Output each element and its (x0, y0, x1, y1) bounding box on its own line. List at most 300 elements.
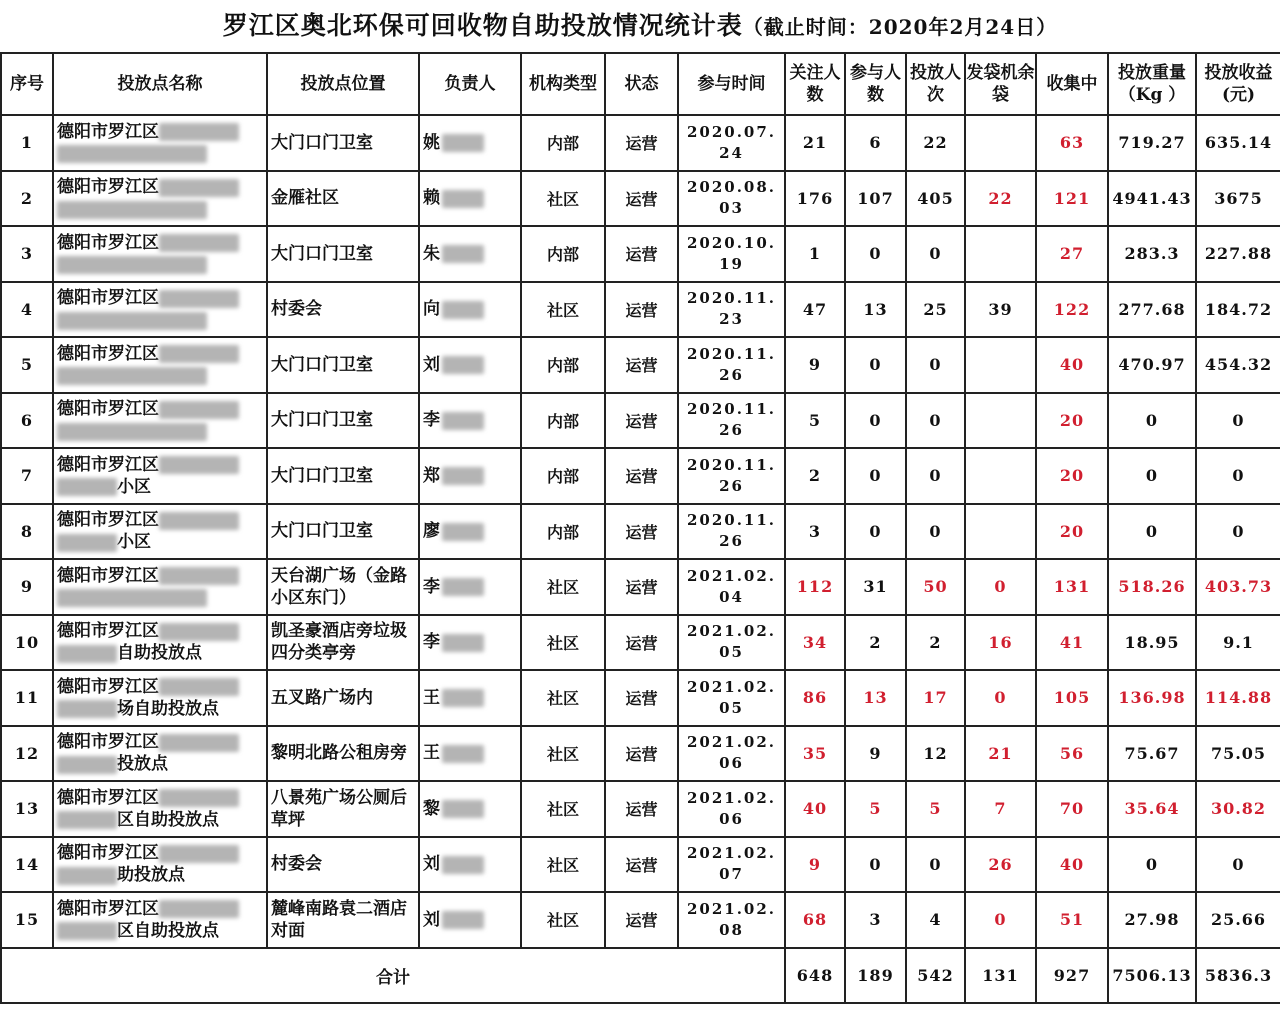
cell-no: 10 (1, 615, 53, 671)
cell-bags: 0 (965, 670, 1036, 726)
join-date: 2020.11.26 (686, 511, 777, 551)
cell-name (53, 837, 267, 893)
cell-bags (965, 448, 1036, 504)
redacted-blur (57, 367, 207, 385)
redacted-blur (57, 312, 207, 330)
cell-bags: 16 (965, 615, 1036, 671)
cell-follow: 21 (785, 115, 845, 171)
cell-bags: 7 (965, 781, 1036, 837)
header-follow: 关注人数 (785, 53, 845, 115)
cell-collect: 70 (1036, 781, 1108, 837)
cell-person (419, 670, 521, 726)
cell-follow: 47 (785, 282, 845, 338)
cell-no: 9 (1, 559, 53, 615)
total-collect: 927 (1036, 948, 1108, 1003)
cell-person (419, 282, 521, 338)
redacted-blur (57, 922, 117, 940)
site-name-prefix: 德阳市罗江区 (57, 454, 159, 475)
cell-status: 运营 (605, 282, 678, 338)
header-status: 状态 (605, 53, 678, 115)
join-date: 2021.02.08 (686, 899, 777, 939)
cell-income: 635.14 (1196, 115, 1280, 171)
table-title: 罗江区奥北环保可回收物自助投放情况统计表 (222, 11, 743, 40)
cell-income: 30.82 (1196, 781, 1280, 837)
header-date: 参与时间 (678, 53, 785, 115)
cell-join: 0 (845, 226, 906, 282)
cell-follow: 112 (785, 559, 845, 615)
total-bags: 131 (965, 948, 1036, 1003)
cell-date (678, 726, 785, 782)
redacted-blur (442, 634, 484, 652)
header-join: 参与人数 (845, 53, 906, 115)
cell-join: 107 (845, 171, 906, 227)
redacted-blur (159, 456, 239, 474)
site-name-suffix: 助投放点 (117, 865, 185, 886)
cell-join: 5 (845, 781, 906, 837)
cell-name (53, 615, 267, 671)
redacted-blur (57, 700, 117, 718)
join-date: 2020.08.03 (686, 178, 777, 218)
cell-loc: 大门口门卫室 (267, 337, 419, 393)
cell-collect: 40 (1036, 337, 1108, 393)
cell-status: 运营 (605, 559, 678, 615)
site-name-suffix: 区自助投放点 (117, 920, 219, 941)
cell-collect: 51 (1036, 892, 1108, 948)
site-name-prefix: 德阳市罗江区 (57, 843, 159, 864)
redacted-blur (57, 201, 207, 219)
table-row (1, 393, 1280, 449)
cell-loc: 大门口门卫室 (267, 504, 419, 560)
join-date: 2021.02.07 (686, 844, 777, 884)
cell-bags (965, 226, 1036, 282)
redacted-blur (442, 856, 484, 874)
person-surname: 廖 (423, 521, 440, 542)
cell-income: 3675 (1196, 171, 1280, 227)
person-surname: 李 (423, 632, 440, 653)
table-row (1, 115, 1280, 171)
cell-type: 社区 (521, 892, 605, 948)
cell-person (419, 448, 521, 504)
page-title (0, 0, 1280, 52)
cell-collect: 27 (1036, 226, 1108, 282)
cell-bags (965, 337, 1036, 393)
redacted-blur (442, 134, 484, 152)
redacted-blur (159, 401, 239, 419)
cell-collect: 20 (1036, 504, 1108, 560)
cell-name (53, 504, 267, 560)
site-name-prefix: 德阳市罗江区 (57, 898, 159, 919)
cell-status: 运营 (605, 837, 678, 893)
cell-type: 社区 (521, 781, 605, 837)
cell-income: 9.1 (1196, 615, 1280, 671)
total-row (1, 948, 1280, 1003)
header-collect: 收集中 (1036, 53, 1108, 115)
redacted-blur (159, 623, 239, 641)
cell-type: 内部 (521, 115, 605, 171)
join-date: 2021.02.06 (686, 788, 777, 828)
person-surname: 郑 (423, 465, 440, 486)
cell-weight: 0 (1108, 448, 1196, 504)
site-name-prefix: 德阳市罗江区 (57, 621, 159, 642)
cell-name (53, 282, 267, 338)
cell-person (419, 615, 521, 671)
cell-no: 8 (1, 504, 53, 560)
cell-no: 6 (1, 393, 53, 449)
cell-date (678, 670, 785, 726)
cell-income: 0 (1196, 448, 1280, 504)
cell-income: 184.72 (1196, 282, 1280, 338)
redacted-blur (159, 234, 239, 252)
redacted-blur (159, 789, 239, 807)
cell-type: 内部 (521, 448, 605, 504)
cell-type: 社区 (521, 670, 605, 726)
cell-times: 0 (906, 226, 965, 282)
table-row (1, 448, 1280, 504)
cell-follow: 34 (785, 615, 845, 671)
cell-name (53, 726, 267, 782)
cell-date (678, 615, 785, 671)
person-surname: 姚 (423, 132, 440, 153)
cell-income: 114.88 (1196, 670, 1280, 726)
cell-type: 社区 (521, 282, 605, 338)
cell-status: 运营 (605, 226, 678, 282)
redacted-blur (159, 845, 239, 863)
cell-bags (965, 115, 1036, 171)
cell-join: 6 (845, 115, 906, 171)
redacted-blur (442, 745, 484, 763)
cell-loc: 村委会 (267, 282, 419, 338)
cell-no: 12 (1, 726, 53, 782)
cell-bags: 0 (965, 559, 1036, 615)
cell-status: 运营 (605, 504, 678, 560)
join-date: 2020.11.26 (686, 400, 777, 440)
cell-name (53, 171, 267, 227)
cell-income: 227.88 (1196, 226, 1280, 282)
cell-status: 运营 (605, 670, 678, 726)
cell-weight: 518.26 (1108, 559, 1196, 615)
cell-no: 11 (1, 670, 53, 726)
cell-loc: 天台湖广场（金路小区东门） (267, 559, 419, 615)
total-times: 542 (906, 948, 965, 1003)
cell-join: 0 (845, 337, 906, 393)
join-date: 2020.11.26 (686, 455, 777, 495)
redacted-blur (159, 512, 239, 530)
site-name-prefix: 德阳市罗江区 (57, 399, 159, 420)
cell-type: 内部 (521, 504, 605, 560)
cell-follow: 3 (785, 504, 845, 560)
cell-income: 25.66 (1196, 892, 1280, 948)
cell-weight: 27.98 (1108, 892, 1196, 948)
cell-follow: 9 (785, 337, 845, 393)
header-type: 机构类型 (521, 53, 605, 115)
cell-type: 社区 (521, 837, 605, 893)
site-name-suffix: 区自助投放点 (117, 809, 219, 830)
cell-weight: 470.97 (1108, 337, 1196, 393)
cell-name (53, 892, 267, 948)
site-name-suffix: 投放点 (117, 754, 168, 775)
redacted-blur (57, 534, 117, 552)
cell-loc: 黎明北路公租房旁 (267, 726, 419, 782)
cell-collect: 40 (1036, 837, 1108, 893)
cell-weight: 0 (1108, 504, 1196, 560)
cell-no: 3 (1, 226, 53, 282)
person-surname: 赖 (423, 188, 440, 209)
site-name-prefix: 德阳市罗江区 (57, 565, 159, 586)
table-row (1, 615, 1280, 671)
redacted-blur (57, 811, 117, 829)
redacted-blur (57, 645, 117, 663)
cell-join: 3 (845, 892, 906, 948)
cell-type: 内部 (521, 337, 605, 393)
cell-person (419, 837, 521, 893)
cell-no: 14 (1, 837, 53, 893)
redacted-blur (57, 145, 207, 163)
cell-bags: 26 (965, 837, 1036, 893)
cell-name (53, 337, 267, 393)
cell-date (678, 393, 785, 449)
cell-times: 0 (906, 448, 965, 504)
cell-income: 403.73 (1196, 559, 1280, 615)
cell-name (53, 115, 267, 171)
table-row (1, 670, 1280, 726)
cell-times: 405 (906, 171, 965, 227)
person-surname: 向 (423, 299, 440, 320)
cell-income: 75.05 (1196, 726, 1280, 782)
cell-income: 454.32 (1196, 337, 1280, 393)
join-date: 2021.02.06 (686, 733, 777, 773)
redacted-blur (442, 190, 484, 208)
table-row (1, 559, 1280, 615)
join-date: 2020.10.19 (686, 233, 777, 273)
join-date: 2021.02.05 (686, 622, 777, 662)
cell-join: 2 (845, 615, 906, 671)
redacted-blur (159, 345, 239, 363)
site-name-prefix: 德阳市罗江区 (57, 177, 159, 198)
redacted-blur (442, 356, 484, 374)
table-row (1, 892, 1280, 948)
redacted-blur (442, 800, 484, 818)
redacted-blur (442, 578, 484, 596)
site-name-prefix: 德阳市罗江区 (57, 343, 159, 364)
cell-loc: 大门口门卫室 (267, 448, 419, 504)
redacted-blur (442, 245, 484, 263)
cell-times: 2 (906, 615, 965, 671)
cell-follow: 40 (785, 781, 845, 837)
table-row (1, 337, 1280, 393)
person-surname: 王 (423, 687, 440, 708)
cell-date (678, 837, 785, 893)
table-row (1, 726, 1280, 782)
cell-bags (965, 504, 1036, 560)
cell-person (419, 337, 521, 393)
total-weight: 7506.13 (1108, 948, 1196, 1003)
person-surname: 刘 (423, 909, 440, 930)
person-surname: 王 (423, 743, 440, 764)
cell-times: 12 (906, 726, 965, 782)
table-row (1, 781, 1280, 837)
cell-collect: 41 (1036, 615, 1108, 671)
redacted-blur (159, 678, 239, 696)
cell-status: 运营 (605, 615, 678, 671)
cell-weight: 35.64 (1108, 781, 1196, 837)
cell-date (678, 115, 785, 171)
cell-bags: 0 (965, 892, 1036, 948)
person-surname: 李 (423, 410, 440, 431)
cell-weight: 277.68 (1108, 282, 1196, 338)
redacted-blur (442, 412, 484, 430)
redacted-blur (57, 867, 117, 885)
total-income: 5836.3 (1196, 948, 1280, 1003)
cell-join: 0 (845, 504, 906, 560)
header-times: 投放人次 (906, 53, 965, 115)
cell-name (53, 448, 267, 504)
cell-weight: 75.67 (1108, 726, 1196, 782)
cell-times: 5 (906, 781, 965, 837)
cell-date (678, 559, 785, 615)
cell-date (678, 504, 785, 560)
site-name-suffix: 自助投放点 (117, 643, 202, 664)
redacted-blur (159, 123, 239, 141)
redacted-blur (442, 301, 484, 319)
redacted-blur (57, 256, 207, 274)
cell-date (678, 226, 785, 282)
cell-name (53, 226, 267, 282)
cell-name (53, 670, 267, 726)
cell-date (678, 171, 785, 227)
cell-loc: 大门口门卫室 (267, 115, 419, 171)
cell-weight: 0 (1108, 393, 1196, 449)
cell-no: 1 (1, 115, 53, 171)
site-name-suffix: 小区 (117, 532, 151, 553)
site-name-prefix: 德阳市罗江区 (57, 676, 159, 697)
total-join: 189 (845, 948, 906, 1003)
redacted-blur (159, 734, 239, 752)
cell-loc: 村委会 (267, 837, 419, 893)
header-name: 投放点名称 (53, 53, 267, 115)
table-row (1, 504, 1280, 560)
statistics-table (0, 52, 1280, 1004)
table-row (1, 837, 1280, 893)
total-follow: 648 (785, 948, 845, 1003)
table-row (1, 226, 1280, 282)
cell-type: 社区 (521, 615, 605, 671)
cell-status: 运营 (605, 393, 678, 449)
cell-collect: 20 (1036, 393, 1108, 449)
cell-follow: 86 (785, 670, 845, 726)
cell-weight: 18.95 (1108, 615, 1196, 671)
cell-join: 9 (845, 726, 906, 782)
cell-collect: 56 (1036, 726, 1108, 782)
cell-times: 25 (906, 282, 965, 338)
cell-follow: 2 (785, 448, 845, 504)
redacted-blur (57, 756, 117, 774)
redacted-blur (159, 179, 239, 197)
cell-name (53, 781, 267, 837)
site-name-prefix: 德阳市罗江区 (57, 732, 159, 753)
cell-join: 31 (845, 559, 906, 615)
cell-loc: 凯圣豪酒店旁垃圾四分类亭旁 (267, 615, 419, 671)
cell-no: 7 (1, 448, 53, 504)
cell-date (678, 781, 785, 837)
site-name-suffix: 场自助投放点 (117, 698, 219, 719)
cell-type: 内部 (521, 226, 605, 282)
cell-no: 15 (1, 892, 53, 948)
join-date: 2021.02.04 (686, 566, 777, 606)
cell-follow: 35 (785, 726, 845, 782)
cell-join: 0 (845, 393, 906, 449)
table-body (1, 115, 1280, 948)
cell-weight: 0 (1108, 837, 1196, 893)
cell-times: 0 (906, 504, 965, 560)
cell-weight: 4941.43 (1108, 171, 1196, 227)
cell-no: 5 (1, 337, 53, 393)
cell-bags: 39 (965, 282, 1036, 338)
redacted-blur (57, 589, 207, 607)
cell-times: 0 (906, 337, 965, 393)
cutoff-note: （截止时间：2020年2月24日） (742, 15, 1058, 39)
person-surname: 刘 (423, 854, 440, 875)
cell-person (419, 504, 521, 560)
cell-date (678, 337, 785, 393)
cell-join: 13 (845, 670, 906, 726)
cell-collect: 122 (1036, 282, 1108, 338)
cell-type: 社区 (521, 171, 605, 227)
cell-type: 社区 (521, 559, 605, 615)
header-bags: 发袋机余袋 (965, 53, 1036, 115)
cell-status: 运营 (605, 115, 678, 171)
cell-loc: 五叉路广场内 (267, 670, 419, 726)
cell-type: 社区 (521, 726, 605, 782)
cell-person (419, 171, 521, 227)
table-row (1, 282, 1280, 338)
redacted-blur (442, 523, 484, 541)
header-person: 负责人 (419, 53, 521, 115)
cell-weight: 283.3 (1108, 226, 1196, 282)
person-surname: 刘 (423, 354, 440, 375)
join-date: 2020.07.24 (686, 122, 777, 162)
cell-status: 运营 (605, 781, 678, 837)
cell-date (678, 448, 785, 504)
site-name-prefix: 德阳市罗江区 (57, 121, 159, 142)
cell-follow: 68 (785, 892, 845, 948)
header-no: 序号 (1, 53, 53, 115)
redacted-blur (442, 467, 484, 485)
cell-follow: 9 (785, 837, 845, 893)
cell-person (419, 726, 521, 782)
cell-times: 4 (906, 892, 965, 948)
cell-bags (965, 393, 1036, 449)
cell-status: 运营 (605, 448, 678, 504)
cell-name (53, 393, 267, 449)
cell-person (419, 559, 521, 615)
cell-status: 运营 (605, 892, 678, 948)
cell-no: 4 (1, 282, 53, 338)
cell-collect: 20 (1036, 448, 1108, 504)
cell-collect: 105 (1036, 670, 1108, 726)
site-name-prefix: 德阳市罗江区 (57, 288, 159, 309)
cell-follow: 1 (785, 226, 845, 282)
redacted-blur (159, 900, 239, 918)
person-surname: 黎 (423, 798, 440, 819)
cell-times: 0 (906, 393, 965, 449)
site-name-suffix: 小区 (117, 476, 151, 497)
join-date: 2020.11.23 (686, 289, 777, 329)
cell-times: 17 (906, 670, 965, 726)
cell-collect: 131 (1036, 559, 1108, 615)
redacted-blur (442, 689, 484, 707)
cell-follow: 176 (785, 171, 845, 227)
cell-person (419, 892, 521, 948)
